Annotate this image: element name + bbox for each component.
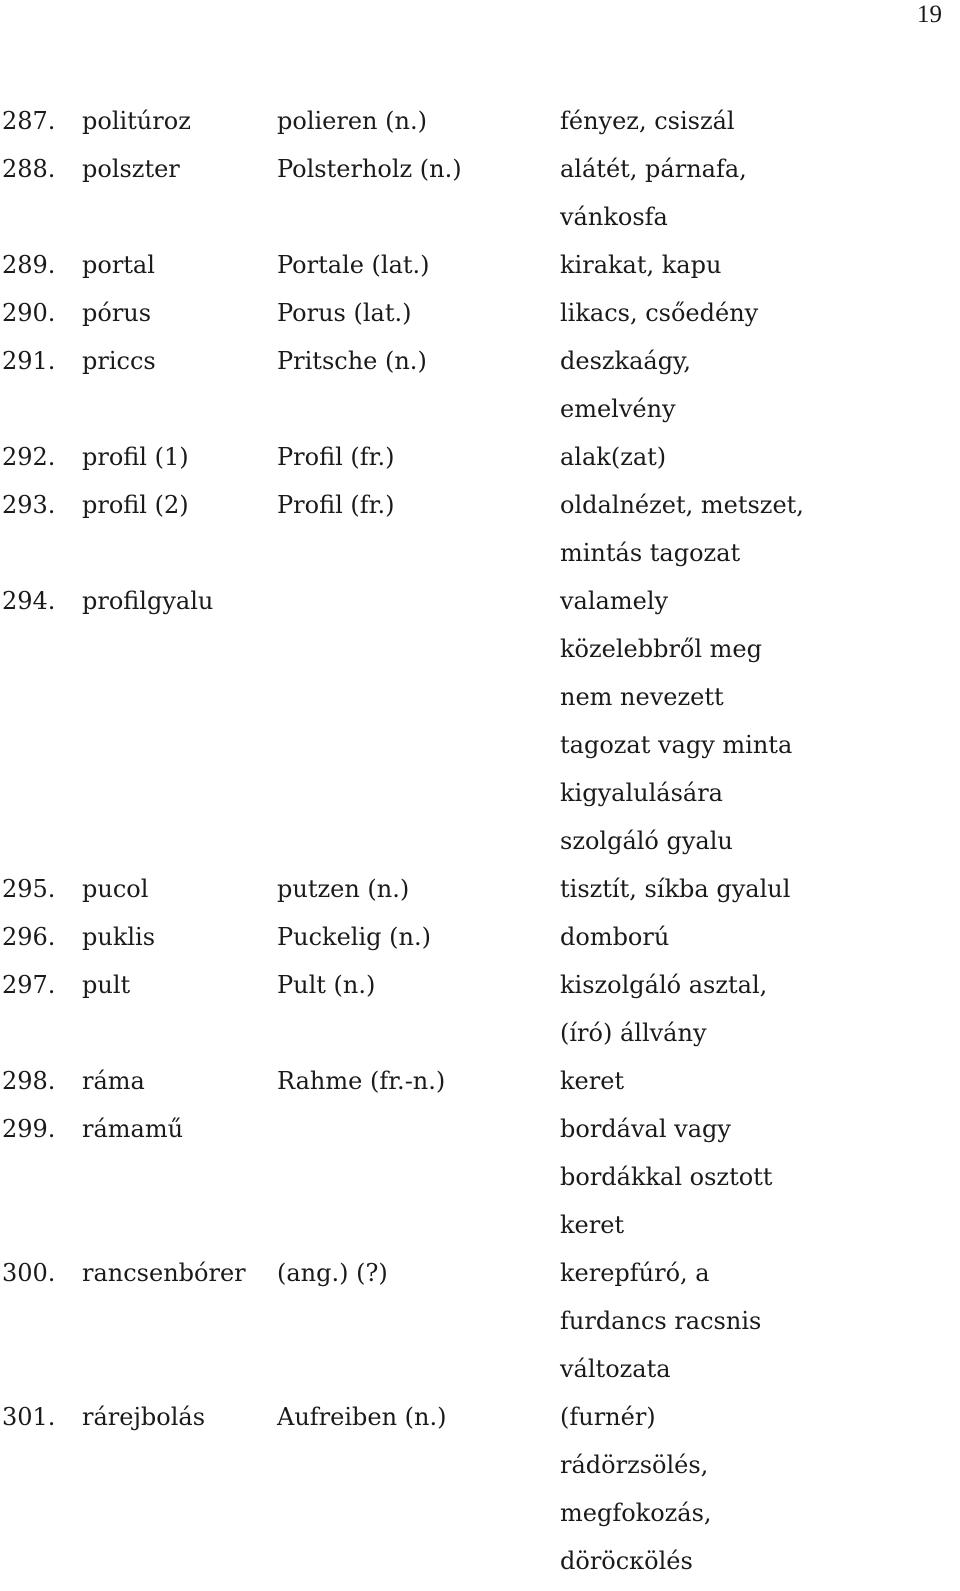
entry-row <box>0 241 960 289</box>
entry-row <box>0 865 960 913</box>
entry-meaning: oldalnézet, metszet, <box>560 491 804 519</box>
entry-continuation-row <box>0 1009 960 1057</box>
entry-origin: putzen (n.) <box>277 875 410 903</box>
glossary-entries <box>0 97 960 1585</box>
entry-word: rancsenbórer <box>82 1259 246 1287</box>
entry-continuation-row <box>0 1537 960 1585</box>
entry-word: profil (2) <box>82 491 189 519</box>
entry-origin: Polsterholz (n.) <box>277 155 462 183</box>
entry-number: 291. <box>2 347 56 375</box>
entry-meaning: keret <box>560 1067 625 1095</box>
entry-origin: Portale (lat.) <box>277 251 430 279</box>
entry-meaning: bordával vagy <box>560 1115 731 1143</box>
entry-number: 299. <box>2 1115 56 1143</box>
entry-meaning: (író) állvány <box>560 1019 707 1047</box>
entry-origin: Profil (fr.) <box>277 491 395 519</box>
entry-number: 293. <box>2 491 56 519</box>
entry-row <box>0 1105 960 1153</box>
entry-number: 295. <box>2 875 56 903</box>
entry-word: portal <box>82 251 155 279</box>
entry-word: priccs <box>82 347 156 375</box>
entry-word: pucol <box>82 875 149 903</box>
entry-continuation-row <box>0 1201 960 1249</box>
entry-row <box>0 433 960 481</box>
entry-meaning: tagozat vagy minta <box>560 731 793 759</box>
entry-origin: Porus (lat.) <box>277 299 412 327</box>
entry-number: 297. <box>2 971 56 999</box>
entry-meaning: közelebbről meg <box>560 635 762 663</box>
entry-word: pórus <box>82 299 152 327</box>
entry-meaning: vánkosfa <box>560 203 668 231</box>
entry-number: 287. <box>2 107 56 135</box>
entry-word: polszter <box>82 155 180 183</box>
entry-row <box>0 1393 960 1441</box>
entry-continuation-row <box>0 1441 960 1489</box>
entry-continuation-row <box>0 1297 960 1345</box>
entry-row <box>0 913 960 961</box>
entry-number: 290. <box>2 299 56 327</box>
entry-origin: Pult (n.) <box>277 971 376 999</box>
entry-meaning: nem nevezett <box>560 683 724 711</box>
entry-origin: Aufreiben (n.) <box>277 1403 447 1431</box>
entry-word: profilgyalu <box>82 587 214 615</box>
entry-row <box>0 1249 960 1297</box>
entry-continuation-row <box>0 193 960 241</box>
entry-meaning: emelvény <box>560 395 676 423</box>
entry-continuation-row <box>0 673 960 721</box>
entry-number: 292. <box>2 443 56 471</box>
entry-meaning: kerepfúró, a <box>560 1259 710 1287</box>
entry-word: puklis <box>82 923 156 951</box>
entry-number: 300. <box>2 1259 56 1287</box>
entry-meaning: keret <box>560 1211 625 1239</box>
entry-number: 301. <box>2 1403 56 1431</box>
entry-row <box>0 289 960 337</box>
entry-row <box>0 1057 960 1105</box>
entry-meaning: fényez, csiszál <box>560 107 735 135</box>
entry-continuation-row <box>0 1153 960 1201</box>
entry-number: 294. <box>2 587 56 615</box>
entry-meaning: kiszolgáló asztal, <box>560 971 768 999</box>
entry-meaning: megfokozás, <box>560 1499 712 1527</box>
entry-continuation-row <box>0 529 960 577</box>
entry-row <box>0 337 960 385</box>
entry-word: profil (1) <box>82 443 189 471</box>
entry-meaning: deszkaágy, <box>560 347 692 375</box>
entry-meaning: mintás tagozat <box>560 539 741 567</box>
entry-row <box>0 577 960 625</box>
entry-meaning: domború <box>560 923 670 951</box>
entry-continuation-row <box>0 721 960 769</box>
entry-origin: Puckelig (n.) <box>277 923 431 951</box>
entry-meaning: bordákkal osztott <box>560 1163 773 1191</box>
entry-number: 296. <box>2 923 56 951</box>
entry-number: 289. <box>2 251 56 279</box>
entry-continuation-row <box>0 769 960 817</box>
entry-continuation-row <box>0 1489 960 1537</box>
entry-meaning: döröcкölés <box>560 1547 693 1575</box>
entry-meaning: valamely <box>560 587 669 615</box>
entry-origin: Pritsche (n.) <box>277 347 427 375</box>
entry-row <box>0 961 960 1009</box>
entry-number: 298. <box>2 1067 56 1095</box>
entry-meaning: rádörzsölés, <box>560 1451 709 1479</box>
entry-word: rámamű <box>82 1115 184 1143</box>
entry-continuation-row <box>0 625 960 673</box>
entry-word: ráma <box>82 1067 145 1095</box>
entry-meaning: kirakat, kapu <box>560 251 722 279</box>
entry-row <box>0 97 960 145</box>
entry-meaning: alak(zat) <box>560 443 667 471</box>
entry-word: rárejbolás <box>82 1403 206 1431</box>
entry-continuation-row <box>0 817 960 865</box>
entry-origin: Profil (fr.) <box>277 443 395 471</box>
entry-continuation-row <box>0 1345 960 1393</box>
entry-meaning: változata <box>560 1355 671 1383</box>
entry-word: pult <box>82 971 131 999</box>
entry-row <box>0 481 960 529</box>
entry-origin: polieren (n.) <box>277 107 427 135</box>
entry-continuation-row <box>0 385 960 433</box>
entry-meaning: kigyalulására <box>560 779 723 807</box>
entry-origin: Rahme (fr.-n.) <box>277 1067 446 1095</box>
entry-word: politúroz <box>82 107 191 135</box>
entry-meaning: tisztít, síkba gyalul <box>560 875 791 903</box>
entry-meaning: furdancs racsnis <box>560 1307 762 1335</box>
entry-meaning: likacs, csőedény <box>560 299 759 327</box>
entry-meaning: szolgáló gyalu <box>560 827 733 855</box>
entry-origin: (ang.) (?) <box>277 1259 388 1287</box>
entry-number: 288. <box>2 155 56 183</box>
entry-meaning: (furnér) <box>560 1403 656 1431</box>
page-number: 19 <box>917 1 942 28</box>
entry-row <box>0 145 960 193</box>
entry-meaning: alátét, párnafa, <box>560 155 747 183</box>
